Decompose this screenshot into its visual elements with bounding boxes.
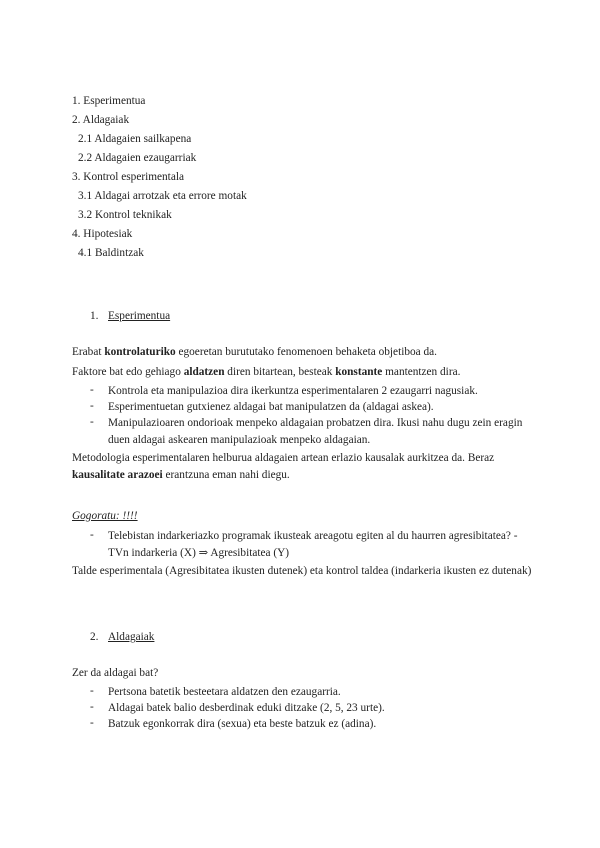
list-item-text: Kontrola eta manipulazioa dira ikerkuntza esperimentalaren 2 ezaugarri nagusiak. bbox=[108, 385, 478, 397]
text-run: Metodologia esperimentalaren helburua aldagaien artean erlazio kausalak aurkitzea da. Beraz bbox=[72, 452, 495, 464]
section1-number: 1. bbox=[90, 310, 99, 322]
text-run: Erabat bbox=[72, 346, 105, 358]
toc-item-4-1: 4.1 Baldintzak bbox=[78, 247, 144, 259]
toc-item-3-2: 3.2 Kontrol teknikak bbox=[78, 209, 172, 221]
list-item-text: Manipulazioaren ondorioak menpeko aldagaian probatzen dira. Ikusi nahu dugu zein eragin duen aldagai askearen manipulazioak menpeko aldagaian. bbox=[108, 417, 523, 446]
toc-item-4: 4. Hipotesiak bbox=[72, 228, 133, 240]
section2-question: Zer da aldagai bat? bbox=[72, 667, 159, 679]
text-run: Faktore bat edo gehiago bbox=[72, 366, 184, 378]
bullet-dash: - bbox=[90, 685, 94, 697]
bold-text: kontrolaturiko bbox=[104, 346, 176, 358]
section2-heading bbox=[90, 630, 154, 644]
bold-text: konstante bbox=[335, 366, 383, 378]
toc-item-1: 1. Esperimentua bbox=[72, 95, 146, 107]
text-run: mantentzen dira. bbox=[382, 366, 461, 378]
gogoratu-label bbox=[72, 509, 138, 523]
section1-heading bbox=[90, 309, 170, 323]
section2-title: Aldagaiak bbox=[108, 631, 155, 643]
toc-item-2: 2. Aldagaiak bbox=[72, 114, 130, 126]
bullet-dash: - bbox=[90, 529, 94, 541]
list-item-text: Esperimentuetan gutxienez aldagai bat manipulatzen da (aldagai askea). bbox=[108, 401, 434, 413]
gogoratu-text: Gogoratu: !!!! bbox=[72, 510, 138, 522]
gogoratu-paragraph: Talde esperimentala (Agresibitatea ikusten dutenek) eta kontrol taldea (indarkeria ikusten ez dutenak) bbox=[72, 565, 532, 577]
toc-item-2-2: 2.2 Aldagaien ezaugarriak bbox=[78, 152, 197, 164]
bullet-dash: - bbox=[90, 717, 94, 729]
toc-item-3-1: 3.1 Aldagai arrotzak eta errore motak bbox=[78, 190, 247, 202]
bullet-dash: - bbox=[90, 400, 94, 412]
section1-paragraph-2 bbox=[72, 364, 532, 381]
section2-number: 2. bbox=[90, 631, 99, 643]
list-item-text: Pertsona batetik besteetara aldatzen den ezaugarria. bbox=[108, 686, 341, 698]
text-run: erantzuna eman nahi diegu. bbox=[162, 469, 290, 481]
list-item-text: Aldagai batek balio desberdinak eduki ditzake (2, 5, 23 urte). bbox=[108, 702, 385, 714]
section1-title: Esperimentua bbox=[108, 310, 171, 322]
bold-text: aldatzen bbox=[183, 366, 225, 378]
bold-text: kausalitate arazoei bbox=[72, 469, 163, 481]
toc-item-2-1: 2.1 Aldagaien sailkapena bbox=[78, 133, 192, 145]
text-run: diren bitartean, besteak bbox=[224, 366, 336, 378]
bullet-dash: - bbox=[90, 416, 94, 428]
section1-paragraph-3 bbox=[72, 450, 532, 484]
text-run: egoeretan burututako fenomenoen behaketa objetiboa da. bbox=[175, 346, 437, 358]
list-item-text: Telebistan indarkeriazko programak ikusteak areagotu egiten al du haurren agresibitatea? - TVn indarkeria (X) ⇒ Agresibitatea (Y) bbox=[108, 530, 518, 559]
bullet-dash: - bbox=[90, 701, 94, 713]
toc-item-3: 3. Kontrol esperimentala bbox=[72, 171, 184, 183]
section1-paragraph-1 bbox=[72, 344, 532, 361]
list-item-text: Batzuk egonkorrak dira (sexua) eta beste batzuk ez (adina). bbox=[108, 718, 377, 730]
bullet-dash: - bbox=[90, 384, 94, 396]
